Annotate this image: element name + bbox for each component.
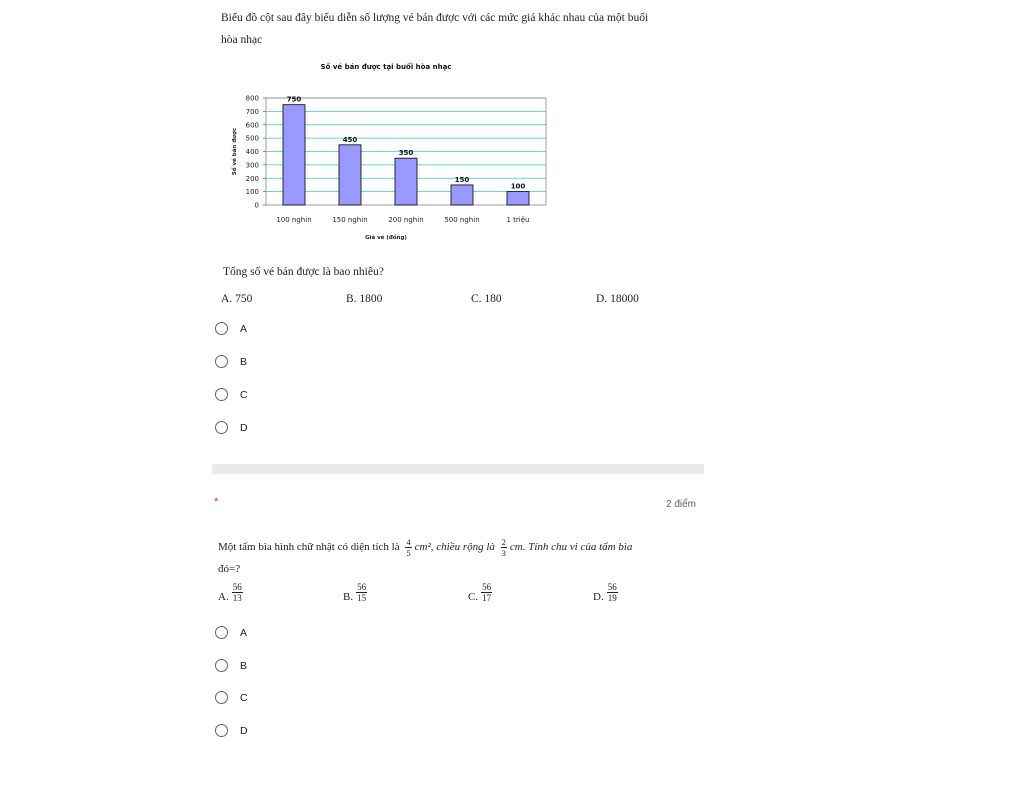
radio-circle[interactable] [215,322,228,335]
x-tick-label: 500 nghin [444,216,480,224]
question1-radio-d[interactable] [215,421,248,434]
choice-value: 18000 [610,293,639,305]
question2-text [218,536,698,580]
question1-intro-line1: Biểu đồ cột sau đây biểu diễn số lượng vé bán được với các mức giá khác nhau của một buổi [221,12,649,24]
choice-value: 1800 [359,293,383,305]
choice-denominator: 19 [607,593,617,603]
section-divider [212,464,704,474]
radio-circle[interactable] [215,355,228,368]
choice-letter: B. [346,293,357,305]
choice-denominator: 13 [232,593,242,603]
bar-data-label: 750 [286,95,302,104]
question2-radio-c[interactable] [215,691,248,704]
choice-fraction [232,582,243,603]
radio-label: D [240,421,248,434]
radio-circle[interactable] [215,659,228,672]
width-fraction [501,537,507,558]
bar-data-label: 350 [398,149,414,158]
radio-circle[interactable] [215,388,228,401]
chart-svg [226,58,556,248]
choice-letter: C. [468,591,479,603]
question2-choice-c [468,582,495,603]
choice-fraction [481,582,492,603]
radio-circle[interactable] [215,421,228,434]
choice-letter: D. [596,293,608,305]
choice-letter: A. [221,293,233,305]
choice-numerator: 56 [607,582,617,592]
area-numerator: 4 [406,536,411,547]
choice-fraction [607,582,618,603]
width-denominator: 3 [501,547,506,558]
question1-radio-a[interactable] [215,322,247,335]
radio-circle[interactable] [215,626,228,639]
area-denominator: 5 [406,547,411,558]
radio-label: A [240,322,248,335]
y-axis-label: Số vé bán được [232,127,238,176]
question1-choice-b [346,293,382,305]
y-tick-label: 500 [245,134,259,143]
radio-circle[interactable] [215,724,228,737]
question2-choice-a [218,582,246,603]
bar [451,185,473,205]
x-tick-label: 150 nghin [332,216,368,224]
choice-letter: B. [343,591,354,603]
question1-text: Tổng số vé bán được là bao nhiêu? [223,266,384,278]
question2-radio-b[interactable] [215,659,247,672]
question2-radio-a[interactable] [215,626,247,639]
choice-numerator: 56 [482,582,492,592]
bar [507,192,529,205]
width-unit: cm. Tính chu vi của tấm bìa [509,541,633,553]
bar-data-label: 150 [454,175,470,184]
width-numerator: 2 [501,536,506,547]
choice-denominator: 17 [482,593,492,603]
choice-numerator: 56 [357,582,367,592]
y-tick-label: 300 [245,161,259,170]
ticket-sales-chart [226,58,556,248]
radio-label: B [240,355,248,368]
y-tick-label: 800 [245,94,259,103]
x-tick-label: 1 triệu [506,216,530,224]
choice-denominator: 15 [357,593,367,603]
bar [395,158,417,205]
radio-circle[interactable] [215,691,228,704]
question1-radio-c[interactable] [215,388,248,401]
question1-intro [221,7,691,51]
question2-choice-b [343,582,370,603]
bar [283,105,305,205]
choice-letter: A. [218,591,229,603]
choice-letter: D. [593,591,604,603]
question2-choice-d [593,582,621,603]
y-tick-label: 100 [245,188,259,197]
y-tick-label: 400 [245,148,259,156]
area-fraction [405,537,411,558]
question1-choice-c [471,293,502,305]
question2-radio-d[interactable] [215,724,248,737]
radio-label: C [240,691,248,704]
bar [339,145,361,205]
x-axis-label: Giá vé (đồng) [365,235,407,241]
question2-text-line2: đó=? [218,563,241,575]
required-asterisk: * [214,496,219,508]
question1-intro-line2: hòa nhạc [221,34,263,46]
radio-label: C [240,388,248,401]
question2-text-part1: Một tấm bìa hình chữ nhật có diện tích là [218,541,400,553]
choice-numerator: 56 [232,582,242,592]
x-tick-label: 100 nghin [276,216,312,224]
choice-value: 750 [235,293,253,305]
radio-label: D [240,724,248,737]
area-unit: cm², chiều rộng là [414,541,495,553]
bar-data-label: 100 [510,182,526,191]
y-tick-label: 700 [245,107,259,116]
x-tick-label: 200 nghin [388,216,424,224]
points-label: 2 điểm [666,499,697,510]
radio-label: A [240,626,248,639]
chart-title: Số vé bán được tại buổi hòa nhạc [320,63,452,71]
choice-value: 180 [484,293,502,305]
question1-radio-b[interactable] [215,355,247,368]
bar-data-label: 450 [342,135,358,144]
choice-fraction [356,582,367,603]
question1-choice-a [221,293,252,305]
question1-choice-d [596,293,639,305]
y-tick-label: 0 [254,201,259,210]
y-tick-label: 600 [245,121,259,130]
radio-label: B [240,659,248,672]
y-tick-label: 200 [245,174,259,183]
choice-letter: C. [471,293,482,305]
